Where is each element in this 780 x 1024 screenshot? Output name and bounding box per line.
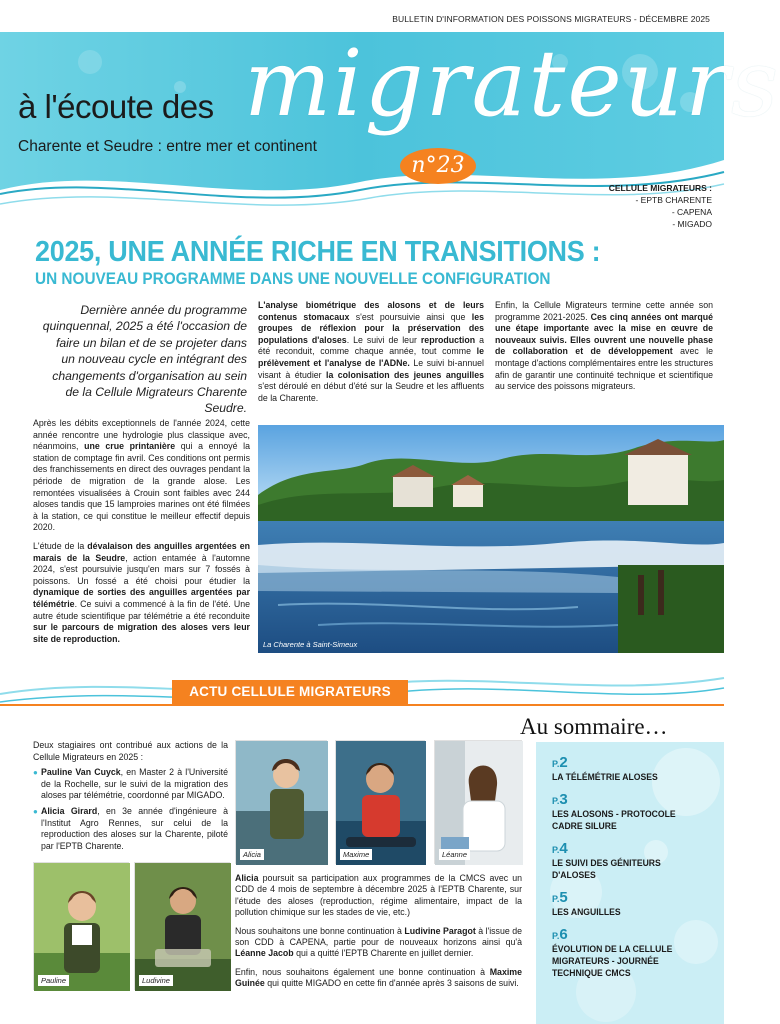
- paragraph: Enfin, nous souhaitons également une bonne continuation à Maxime Guinée qui quitte MIGADO en cette fin d'année après 3 saisons de suivi.: [235, 966, 522, 989]
- masthead-title-part1: à l'écoute des: [18, 88, 214, 125]
- sommaire-label: LES ALOSONS - PROTOCOLE CADRE SILURE: [552, 808, 676, 831]
- photo-caption: Ludivine: [139, 975, 173, 986]
- sommaire-item[interactable]: [552, 842, 717, 881]
- sommaire-list: [552, 756, 717, 989]
- sommaire-label: ÉVOLUTION DE LA CELLULE MIGRATEURS - JOURNÉE TECHNIQUE CMCS: [552, 943, 673, 978]
- portrait-illustration: [236, 741, 328, 865]
- section-rule: [0, 704, 724, 706]
- portrait-photo-pauline: [33, 862, 129, 990]
- article-column-2: [258, 300, 484, 411]
- portrait-illustration: [34, 863, 130, 991]
- sommaire-box: [536, 742, 724, 1024]
- sommaire-title: Au sommaire…: [520, 714, 668, 739]
- stagiaires-intro: Deux stagiaires ont contribué aux actions de la Cellule Migrateurs en 2025 :: [33, 740, 228, 762]
- article-column-3: [495, 300, 713, 400]
- portrait-illustration: [435, 741, 523, 865]
- issue-number-badge: n°23: [400, 148, 476, 184]
- portrait-photo-alicia: [235, 740, 327, 864]
- cellule-member: - CAPENA: [671, 207, 712, 217]
- article-title: 2025, UNE ANNÉE RICHE EN TRANSITIONS :: [35, 236, 601, 268]
- stagiaires-list: [33, 767, 228, 852]
- sommaire-page: P.3: [552, 791, 568, 808]
- sommaire-item[interactable]: [552, 928, 717, 979]
- sommaire-label: LA TÉLÉMÉTRIE ALOSES: [552, 771, 658, 782]
- sommaire-label: LES ANGUILLES: [552, 906, 621, 917]
- article-column-1: [33, 418, 250, 652]
- paragraph: Enfin, la Cellule Migrateurs termine cette année son programme 2021-2025. Ces cinq années ont marqué une étape importante avec la mise en œuvre de nouveaux suivis. Elles ouvrent une nouvelle phase de collaboration et de développement avec le montage d'actions complémentaires entre les structures afin de garantir une continuité technique et scientifique au service des poissons migrateurs.: [495, 300, 713, 392]
- river-photo: [258, 425, 724, 653]
- portrait-photo-ludivine: [134, 862, 230, 990]
- sommaire-item[interactable]: [552, 793, 717, 832]
- actu-text: [235, 873, 522, 997]
- paragraph: Alicia poursuit sa participation aux programmes de la CMCS avec un CDD de 4 mois de septembre à décembre 2025 à l'EPTB Charente, sur l'étude des aloses (reproduction, régime alimentaire, impact de la pollution chimique sur les stades de vie, etc.): [235, 873, 522, 918]
- section-title-tab: ACTU CELLULE MIGRATEURS: [172, 680, 408, 704]
- masthead-title-part2: migrateurs: [244, 30, 780, 137]
- masthead-subtitle: Charente et Seudre : entre mer et continent: [18, 138, 317, 155]
- photo-caption: Léanne: [439, 849, 470, 860]
- sommaire-item[interactable]: [552, 756, 717, 783]
- cellule-title: CELLULE MIGRATEURS :: [608, 183, 712, 193]
- sommaire-page: P.5: [552, 889, 568, 906]
- sommaire-page: P.4: [552, 840, 568, 857]
- paragraph: L'analyse biométrique des alosons et de leurs contenus stomacaux s'est poursuivie ainsi que les groupes de réflexion pour la préservation des populations d'aloses. Le suivi de leur reproduction a été reconduit, comme chaque année, tout comme le prélèvement et l'analyse de l'ADNe. Le suivi bi-annuel visant à étudier la colonisation des jeunes anguilles s'est déroulé en début d'été sur la Seudre et les affluents de la Charente.: [258, 300, 484, 403]
- stagiaires-block: [33, 740, 228, 856]
- sommaire-label: LE SUIVI DES GÉNITEURS D'ALOSES: [552, 857, 661, 880]
- sommaire-page: P.2: [552, 754, 568, 771]
- paragraph: Après les débits exceptionnels de l'année 2024, cette année rencontre une hydrologie plus classique avec, néanmoins, une crue printanière qui a ennoyé la station de comptage fin avril. Ces conditions ont permis des franchissements en direct des ouvrages pendant la période de migration de la grande alose. Les remontées visualisées à Crouin sont faibles avec 244 aloses tandis que 15 lamproies marines ont été filmées à la station, ce qui constitue le meilleur effectif depuis 2020.: [33, 418, 250, 533]
- portrait-photo-leanne: [434, 740, 522, 864]
- list-item: ● Alicia Girard, en 3e année d'ingénieure à l'Institut Agro Rennes, sur celui de la reproduction des aloses sur la Charente, piloté par l'EPTB Charente.: [33, 806, 228, 852]
- cellule-member: - EPTB CHARENTE: [635, 195, 712, 205]
- article-intro: Dernière année du programme quinquennal, 2025 a été l'occasion de faire un bilan et de se projeter dans un nouveau cycle en intégrant des changements d'organisation au sein de la Cellule Migrateurs Charente Seudre.: [42, 303, 247, 416]
- photo-caption: Maxime: [340, 849, 372, 860]
- bulletin-header-line: BULLETIN D'INFORMATION DES POISSONS MIGRATEURS - DÉCEMBRE 2025: [392, 14, 710, 24]
- sommaire-page: P.6: [552, 926, 568, 943]
- photo-caption: Pauline: [38, 975, 69, 986]
- list-item: ● Pauline Van Cuyck, en Master 2 à l'Université de la Rochelle, sur le suivi de la migration des aloses par télémétrie, coordonné par MIGADO.: [33, 767, 228, 802]
- photo-caption: La Charente à Saint-Simeux: [263, 640, 358, 649]
- cellule-member: - MIGADO: [672, 219, 712, 229]
- article-subtitle: UN NOUVEAU PROGRAMME DANS UNE NOUVELLE CONFIGURATION: [35, 270, 551, 288]
- portrait-illustration: [135, 863, 231, 991]
- paragraph: L'étude de la dévalaison des anguilles argentées en marais de la Seudre, action entamée à l'automne 2024, s'est poursuivie jusqu'en mars sur 7 fossés à poissons. Un fossé a été choisi pour étudier la dynamique de sorties des anguilles argentées par télémétrie. Ce suivi a commencé à la fin de l'été. Une autre étude scientifique par télémétrie a été reconduite sur le parcours de migration des aloses vers leur site de reproduction.: [33, 540, 250, 644]
- portrait-photo-maxime: [335, 740, 425, 864]
- portrait-illustration: [336, 741, 426, 865]
- river-illustration: [258, 425, 724, 653]
- photo-caption: Alicia: [240, 849, 264, 860]
- sommaire-item[interactable]: [552, 891, 717, 918]
- paragraph: Nous souhaitons une bonne continuation à Ludivine Paragot à l'issue de son CDD à CAPENA, partie pour de nouveaux horizons ainsi qu'à Léanne Jacob qui a quitté l'EPTB Charente en juillet dernier.: [235, 925, 522, 959]
- cellule-partners: [609, 182, 712, 230]
